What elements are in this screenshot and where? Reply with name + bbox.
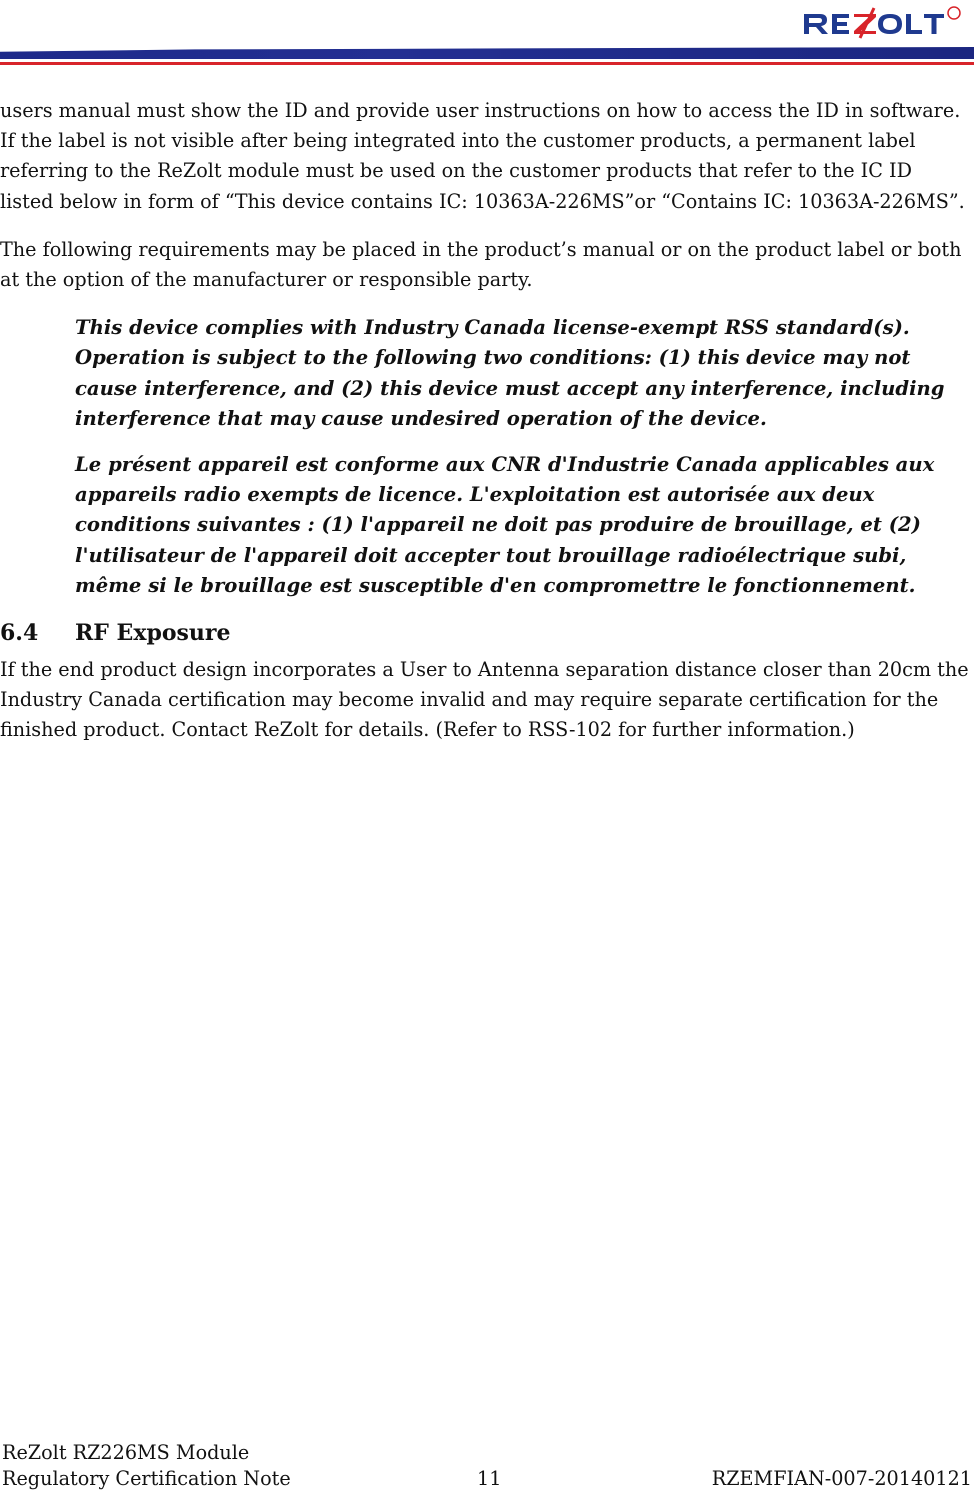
footer-row-2: [2, 1466, 972, 1492]
footer-page-number: 11: [477, 1467, 502, 1490]
paragraph-rf-exposure: If the end product design incorporates a User to Antenna separation distance closer than 20cm the Industry Canada certification may become invalid and may require separate certification for the finished product. Contact ReZolt for details. (Refer to RSS-102 for further information.): [0, 658, 969, 742]
rezolt-logo-graphic: [794, 4, 964, 44]
quote-compliance-english: This device complies with Industry Canada license-exempt RSS standard(s). Operation is subject to the following two conditions: (1) this device may not cause interference, and (2) this device must accept any interference, including interference that may cause undesired operation of the device.: [75, 316, 945, 430]
section-heading: [0, 617, 970, 649]
paragraph-label-requirement: users manual must show the ID and provide user instructions on how to access the ID in software. If the label is not visible after being integrated into the customer products, a permanent label referring to the ReZolt module must be used on the customer products that refer to the IC ID listed below in form of “This device contains IC: 10363A-226MS”or “Contains IC: 10363A-226MS”.: [0, 99, 965, 213]
footer-product: ReZolt RZ226MS Module: [2, 1441, 250, 1464]
paragraph-placement-option: The following requirements may be placed in the product’s manual or on the product label or both at the option of the manufacturer or responsible party.: [0, 237, 962, 292]
footer-document-id: RZEMFIAN-007-20140121: [711, 1467, 972, 1490]
section-number: 6.4: [0, 620, 39, 647]
footer-doc-title: Regulatory Certification Note: [2, 1467, 291, 1490]
footer-row-1: [2, 1440, 972, 1466]
header-rule: [0, 47, 974, 69]
quote-compliance-french: Le présent appareil est conforme aux CNR d'Industrie Canada applicables aux appareils radio exempts de licence. L'exploitation est autorisée aux deux conditions suivantes : (1) l'appareil ne doit pas produire de brouillage, et (2) l'utilisateur de l'appareil doit accepter tout brouillage radioélectrique subi, même si le brouillage est susceptible d'en compromettre le fonctionnement.: [75, 453, 935, 597]
page-footer: [2, 1440, 972, 1492]
header-rule-red: [0, 62, 974, 65]
header-rule-blue: [0, 47, 974, 59]
rezolt-logo: [794, 4, 964, 44]
page-content: [0, 96, 970, 764]
section-title: RF Exposure: [75, 620, 231, 647]
